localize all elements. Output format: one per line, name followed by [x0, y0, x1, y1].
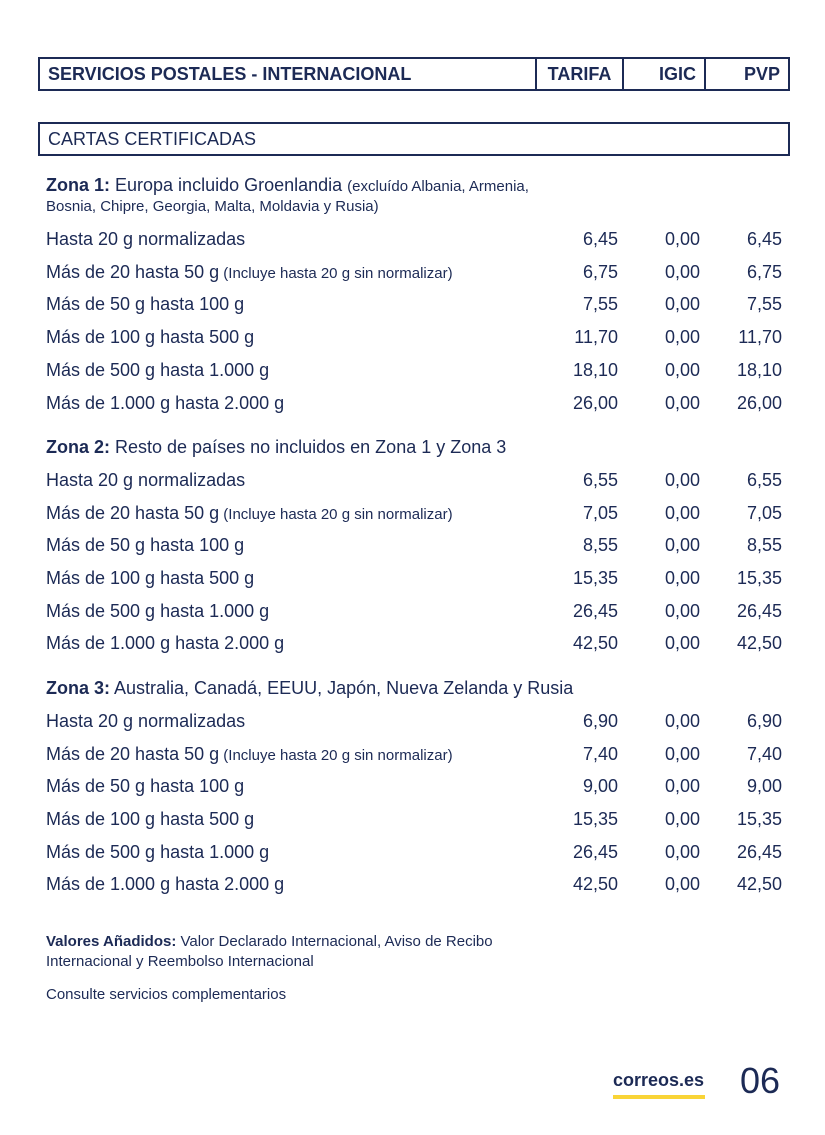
row-pvp: 15,35 [736, 567, 782, 588]
row-label: Más de 1.000 g hasta 2.000 g [46, 392, 285, 413]
row-tarifa: 42,50 [572, 632, 618, 653]
row-igic: 0,00 [664, 326, 700, 347]
row-igic: 0,00 [664, 567, 700, 588]
table-row [46, 804, 782, 834]
table-row [46, 530, 782, 560]
row-pvp: 6,45 [746, 228, 782, 249]
row-label: Más de 100 g hasta 500 g [46, 326, 255, 347]
row-igic: 0,00 [664, 392, 700, 413]
row-igic: 0,00 [664, 534, 700, 555]
row-igic: 0,00 [664, 873, 700, 894]
row-pvp: 7,55 [746, 293, 782, 314]
header-col-igic: IGIC [624, 59, 706, 89]
logo-underline [613, 1095, 705, 1099]
table-row [46, 498, 782, 528]
table-row [46, 388, 782, 418]
row-tarifa: 15,35 [572, 808, 618, 829]
row-tarifa: 26,45 [572, 841, 618, 862]
table-row [46, 322, 782, 352]
header-title: SERVICIOS POSTALES - INTERNACIONAL [40, 59, 537, 89]
row-tarifa: 15,35 [572, 567, 618, 588]
zone-name: Europa incluido Groenlandia [110, 175, 348, 195]
table-row [46, 596, 782, 626]
row-tarifa: 8,55 [582, 534, 618, 555]
row-igic: 0,00 [664, 502, 700, 523]
correos-logo[interactable] [613, 1070, 705, 1099]
row-label: Más de 50 g hasta 100 g [46, 293, 245, 314]
row-label: Más de 20 hasta 50 g [46, 261, 220, 282]
consult-note: Consulte servicios complementarios [46, 986, 287, 1003]
row-igic: 0,00 [664, 808, 700, 829]
row-pvp: 6,90 [746, 710, 782, 731]
row-tarifa: 6,90 [582, 710, 618, 731]
table-row [46, 739, 782, 769]
table-row [46, 355, 782, 385]
table-row [46, 706, 782, 736]
row-label: Más de 1.000 g hasta 2.000 g [46, 632, 285, 653]
zone-note: (excluído Albania, Armenia, [347, 178, 529, 195]
row-label: Más de 500 g hasta 1.000 g [46, 841, 270, 862]
row-label: Más de 100 g hasta 500 g [46, 567, 255, 588]
header-col-tarifa: TARIFA [537, 59, 624, 89]
row-label: Más de 1.000 g hasta 2.000 g [46, 873, 285, 894]
row-pvp: 11,70 [738, 326, 782, 347]
row-label: Hasta 20 g normalizadas [46, 228, 246, 249]
row-igic: 0,00 [664, 228, 700, 249]
header-col-pvp: PVP [743, 63, 780, 84]
row-pvp: 7,40 [746, 743, 782, 764]
row-label: Más de 100 g hasta 500 g [46, 808, 255, 829]
row-pvp: 7,05 [746, 502, 782, 523]
row-tarifa: 11,70 [574, 326, 618, 347]
logo-text: correos.es [613, 1070, 705, 1090]
table-header [38, 57, 790, 91]
row-pvp: 42,50 [736, 632, 782, 653]
row-label: Hasta 20 g normalizadas [46, 710, 246, 731]
row-pvp: 8,55 [746, 534, 782, 555]
zone-1-title [46, 174, 529, 198]
row-tarifa: 6,55 [582, 469, 618, 490]
table-row [46, 628, 782, 658]
row-note: (Incluye hasta 20 g sin normalizar) [219, 746, 453, 764]
row-tarifa: 7,40 [582, 743, 618, 764]
table-row [46, 771, 782, 801]
zone-label: Zona 1: [46, 175, 111, 195]
row-pvp: 15,35 [736, 808, 782, 829]
row-pvp: 26,45 [736, 600, 782, 621]
row-tarifa: 6,45 [582, 228, 618, 249]
row-igic: 0,00 [664, 600, 700, 621]
row-tarifa: 9,00 [582, 775, 618, 796]
row-pvp: 6,75 [746, 261, 782, 282]
page-number: 06 [740, 1060, 781, 1101]
row-pvp: 26,45 [736, 841, 782, 862]
added-values-note [46, 932, 493, 972]
row-tarifa: 7,05 [582, 502, 618, 523]
zone-label: Zona 3: [46, 678, 111, 698]
row-note: (Incluye hasta 20 g sin normalizar) [219, 505, 453, 523]
row-tarifa: 6,75 [582, 261, 618, 282]
row-label: Más de 500 g hasta 1.000 g [46, 359, 270, 380]
row-label: Más de 20 hasta 50 g [46, 743, 220, 764]
row-pvp: 9,00 [746, 775, 782, 796]
table-row [46, 289, 782, 319]
row-igic: 0,00 [664, 841, 700, 862]
row-pvp: 6,55 [746, 469, 782, 490]
table-row [46, 837, 782, 867]
table-row [46, 465, 782, 495]
row-label: Hasta 20 g normalizadas [46, 469, 246, 490]
zone-2-title [46, 436, 506, 458]
row-igic: 0,00 [664, 775, 700, 796]
section-title: CARTAS CERTIFICADAS [38, 122, 790, 156]
row-label: Más de 20 hasta 50 g [46, 502, 220, 523]
row-igic: 0,00 [664, 293, 700, 314]
table-row [46, 224, 782, 254]
zone-3-title [46, 677, 573, 699]
zone-name: Australia, Canadá, EEUU, Japón, Nueva Zelanda y Rusia [110, 678, 574, 698]
row-igic: 0,00 [664, 261, 700, 282]
table-row [46, 563, 782, 593]
zone-1-note-line2: Bosnia, Chipre, Georgia, Malta, Moldavia y Rusia) [46, 198, 379, 215]
row-tarifa: 26,00 [572, 392, 618, 413]
row-igic: 0,00 [664, 743, 700, 764]
row-tarifa: 42,50 [572, 873, 618, 894]
row-tarifa: 18,10 [572, 359, 618, 380]
table-row [46, 257, 782, 287]
table-row [46, 869, 782, 899]
added-values-text-1: Valor Declarado Internacional, Aviso de Recibo [176, 933, 493, 950]
row-pvp: 42,50 [736, 873, 782, 894]
row-igic: 0,00 [664, 632, 700, 653]
row-label: Más de 500 g hasta 1.000 g [46, 600, 270, 621]
zone-name: Resto de países no incluidos en Zona 1 y Zona 3 [110, 437, 507, 457]
row-label: Más de 50 g hasta 100 g [46, 775, 245, 796]
zone-label: Zona 2: [46, 437, 111, 457]
row-pvp: 26,00 [736, 392, 782, 413]
row-igic: 0,00 [664, 469, 700, 490]
row-label: Más de 50 g hasta 100 g [46, 534, 245, 555]
added-values-label: Valores Añadidos: [46, 933, 177, 950]
row-tarifa: 26,45 [572, 600, 618, 621]
row-igic: 0,00 [664, 359, 700, 380]
added-values-text-2: Internacional y Reembolso Internacional [46, 953, 314, 970]
row-pvp: 18,10 [736, 359, 782, 380]
row-igic: 0,00 [664, 710, 700, 731]
row-note: (Incluye hasta 20 g sin normalizar) [219, 264, 453, 282]
row-tarifa: 7,55 [582, 293, 618, 314]
